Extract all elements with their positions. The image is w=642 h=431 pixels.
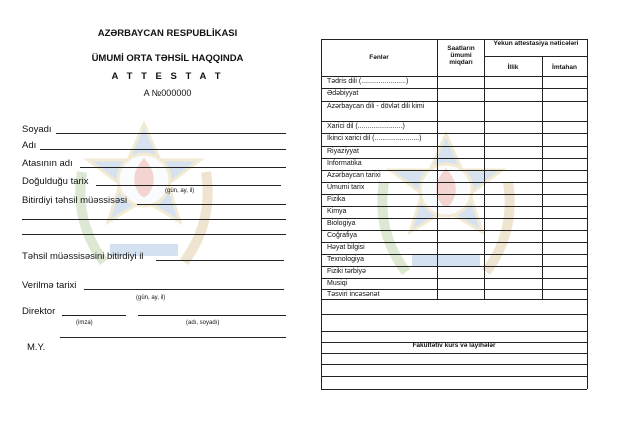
subject-row-label: Ümumi tarix <box>327 184 365 191</box>
subject-row-label: İkinci xarici dil (.......................) <box>327 135 422 142</box>
institution-label: Bitirdiyi təhsil müəssisəsi <box>22 195 128 206</box>
director-label: Direktor <box>22 306 56 317</box>
table-row-line <box>321 266 587 267</box>
document-title: A T T E S T A T <box>111 71 224 82</box>
name-line[interactable] <box>40 149 286 150</box>
subject-row-label: Musiqi <box>327 280 348 287</box>
father-name-line[interactable] <box>80 167 286 168</box>
issue-date-label: Verilmə tarixi <box>22 280 77 291</box>
subjects-header: Fənlər <box>369 54 389 61</box>
republic-title: AZƏRBAYCAN RESPUBLİKASI <box>97 28 238 39</box>
subject-row-label: İnformatika <box>327 160 362 167</box>
subject-row-label: Kimya <box>327 208 347 215</box>
signature-hint: (imza) <box>76 320 93 326</box>
director-name-line[interactable] <box>138 315 286 316</box>
table-row-line <box>321 170 587 171</box>
issue-date-line[interactable] <box>84 289 284 290</box>
birth-date-line[interactable] <box>96 185 281 186</box>
director-signature-line[interactable] <box>62 315 126 316</box>
issue-date-hint: (gün, ay, il) <box>136 295 166 301</box>
table-row-line <box>321 158 587 159</box>
name-label: Adı <box>22 140 37 151</box>
grades-table <box>321 39 587 389</box>
subject-row-label: Riyaziyyat <box>327 148 359 155</box>
director-name-hint: (adı, soyadı) <box>186 320 220 326</box>
surname-line[interactable] <box>56 133 286 134</box>
subject-row-label: Təsviri incəsənət <box>327 291 380 298</box>
subject-row-label: Fizika <box>327 196 346 203</box>
table-row-line <box>321 242 587 243</box>
result-header: Yekun attestasiya nəticələri <box>493 40 579 47</box>
subject-row-label: Xarici dil (.......................) <box>327 123 405 130</box>
table-row-line <box>321 101 587 102</box>
exam-header: İmtahan <box>552 64 577 71</box>
institution-line-1[interactable] <box>137 204 286 205</box>
institution-line-3[interactable] <box>22 234 286 235</box>
stamp-label: M.Y. <box>27 342 46 353</box>
subject-row-label: Fiziki tərbiyə <box>327 268 366 275</box>
table-row-line <box>321 88 587 89</box>
table-row-line <box>321 289 587 290</box>
table-row-line <box>321 146 587 147</box>
table-row-line <box>321 278 587 279</box>
table-row-line <box>321 194 587 195</box>
table-row-line <box>321 133 587 134</box>
birth-date-hint: (gün, ay, il) <box>165 188 195 194</box>
serial-number: A №000000 <box>143 88 192 98</box>
electives-header: Fakültətiv kurs və layihələr <box>412 342 496 349</box>
table-row-line <box>321 218 587 219</box>
subject-row-label: Coğrafiya <box>327 232 357 239</box>
annual-header: İllik <box>507 64 519 71</box>
table-row-line <box>321 254 587 255</box>
extra-line[interactable] <box>60 337 286 338</box>
table-row-line <box>321 230 587 231</box>
table-row-line <box>321 206 587 207</box>
subject-row-label: Texnologiya <box>327 256 364 263</box>
father-name-label: Atasının adı <box>22 158 73 169</box>
table-row-line <box>321 121 587 122</box>
birth-date-label: Doğulduğu tarix <box>22 176 89 187</box>
institution-line-2[interactable] <box>22 219 286 220</box>
table-row-line <box>321 182 587 183</box>
graduation-date-label: Təhsil müəssisəsini bitirdiyi il <box>22 251 144 262</box>
surname-label: Soyadı <box>22 124 52 135</box>
hours-header: Saatların ümumi miqdarı <box>447 45 475 66</box>
subject-row-label: Azərbaycan tarixi <box>327 172 381 179</box>
school-type-title: ÜMUMİ ORTA TƏHSİL HAQQINDA <box>91 53 244 64</box>
subject-row-label: Tədris dili (.......................) <box>327 78 409 85</box>
graduation-date-line[interactable] <box>156 260 284 261</box>
subject-row-label: Həyat bilgisi <box>327 244 365 251</box>
subject-row-label: Ədəbiyyat <box>327 90 359 97</box>
subject-row-label: Biologiya <box>327 220 356 227</box>
subject-row-label: Azərbaycan dili - dövlət dili kimi <box>327 103 425 110</box>
